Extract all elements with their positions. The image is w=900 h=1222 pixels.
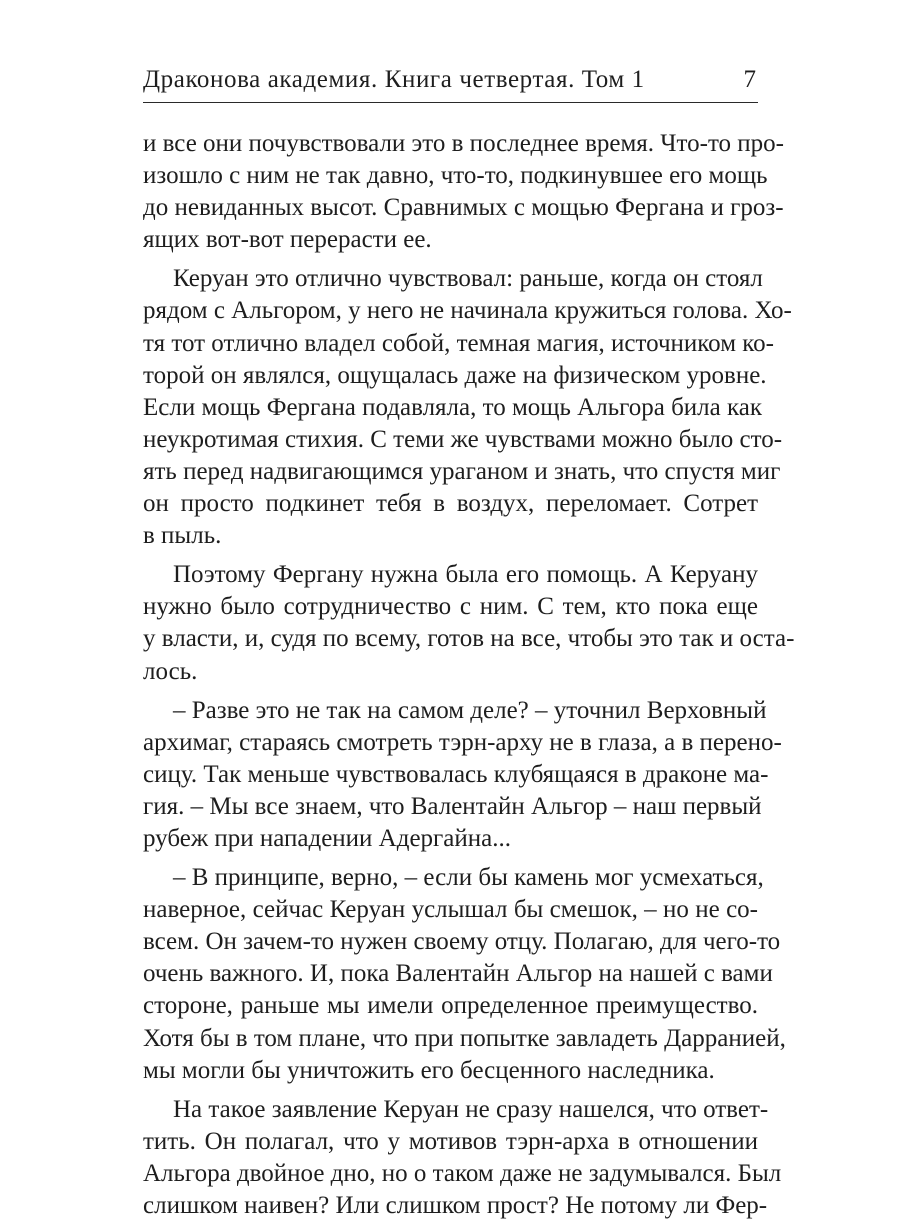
text-line: тить. Он полагал, что у мотивов тэрн-арха в отношении	[143, 1127, 758, 1155]
running-header	[143, 62, 758, 103]
text-line: сицу. Так меньше чувствовалась клубящаяся в драконе ма-	[143, 760, 769, 788]
text-line: Если мощь Фергана подавляла, то мощь Альгора била как	[143, 393, 763, 421]
text-line: Поэтому Фергану нужна была его помощь. А Керуану	[173, 561, 758, 589]
text-line: неукротимая стихия. С теми же чувствами можно было сто-	[143, 425, 783, 453]
page-number: 7	[743, 66, 756, 93]
text-line: ящих вот-вот перерасти ее.	[143, 226, 432, 254]
text-line: слишком наивен? Или слишком прост? Не потому ли Фер-	[143, 1192, 768, 1219]
paragraph	[143, 862, 786, 1087]
text-line: ять перед надвигающимся ураганом и знать, что спустя миг	[143, 457, 781, 485]
text-line: и все они почувствовали это в последнее время. Что-то про-	[143, 130, 785, 157]
paragraph	[143, 128, 785, 256]
text-line: торой он являлся, ощущалась даже на физическом уровне.	[143, 361, 767, 389]
text-line: лось.	[143, 657, 198, 685]
text-line: в пыль.	[143, 522, 222, 550]
paragraph	[143, 695, 782, 855]
text-line: нужно было сотрудничество с ним. С тем, кто пока еще	[143, 593, 758, 621]
paragraph	[143, 559, 795, 687]
text-line: Альгора двойное дно, но о таком даже не задумывался. Был	[143, 1159, 782, 1187]
text-line: тя тот отлично владел собой, темная магия, источником ко-	[143, 329, 774, 357]
text-line: На такое заявление Керуан не сразу нашелся, что ответ-	[173, 1095, 769, 1123]
text-line: гия. – Мы все знаем, что Валентайн Альгор – наш первый	[143, 792, 762, 820]
text-line: он просто подкинет тебя в воздух, переломает. Сотрет	[143, 490, 758, 518]
page-body	[143, 128, 795, 1222]
text-line: стороне, раньше мы имели определенное преимущество.	[143, 992, 758, 1020]
text-line: наверное, сейчас Керуан услышал бы смешок, – но не со-	[143, 896, 758, 924]
text-line: – В принципе, верно, – если бы камень мог усмехаться,	[173, 864, 764, 892]
text-line: мы могли бы уничтожить его бесценного наследника.	[143, 1056, 715, 1084]
text-line: до невиданных высот. Сравнимых с мощью Фергана и гроз-	[143, 194, 784, 222]
text-line: изошло с ним не так давно, что-то, подкинувшее его мощь	[143, 162, 768, 190]
paragraph	[143, 1094, 782, 1222]
text-line: очень важного. И, пока Валентайн Альгор на нашей с вами	[143, 960, 773, 988]
paragraph	[143, 263, 792, 552]
text-line: Керуан это отлично чувствовал: раньше, когда он стоял	[173, 265, 763, 293]
text-line: всем. Он зачем-то нужен своему отцу. Полагаю, для чего-то	[143, 928, 781, 956]
text-line: рядом с Альгором, у него не начинала кружиться голова. Хо-	[143, 297, 792, 325]
book-title: Драконова академия. Книга четвертая. Том 1	[143, 66, 645, 93]
text-line: Хотя бы в том плане, что при попытке завладеть Дарранией,	[143, 1024, 786, 1052]
text-line: рубеж при нападении Адергайна...	[143, 824, 512, 852]
text-line: у власти, и, судя по всему, готов на все, чтобы это так и оста-	[143, 625, 795, 653]
text-line: – Разве это не так на самом деле? – уточнил Верховный	[173, 696, 767, 724]
text-line: архимаг, стараясь смотреть тэрн-арху не в глаза, а в перено-	[143, 728, 782, 756]
